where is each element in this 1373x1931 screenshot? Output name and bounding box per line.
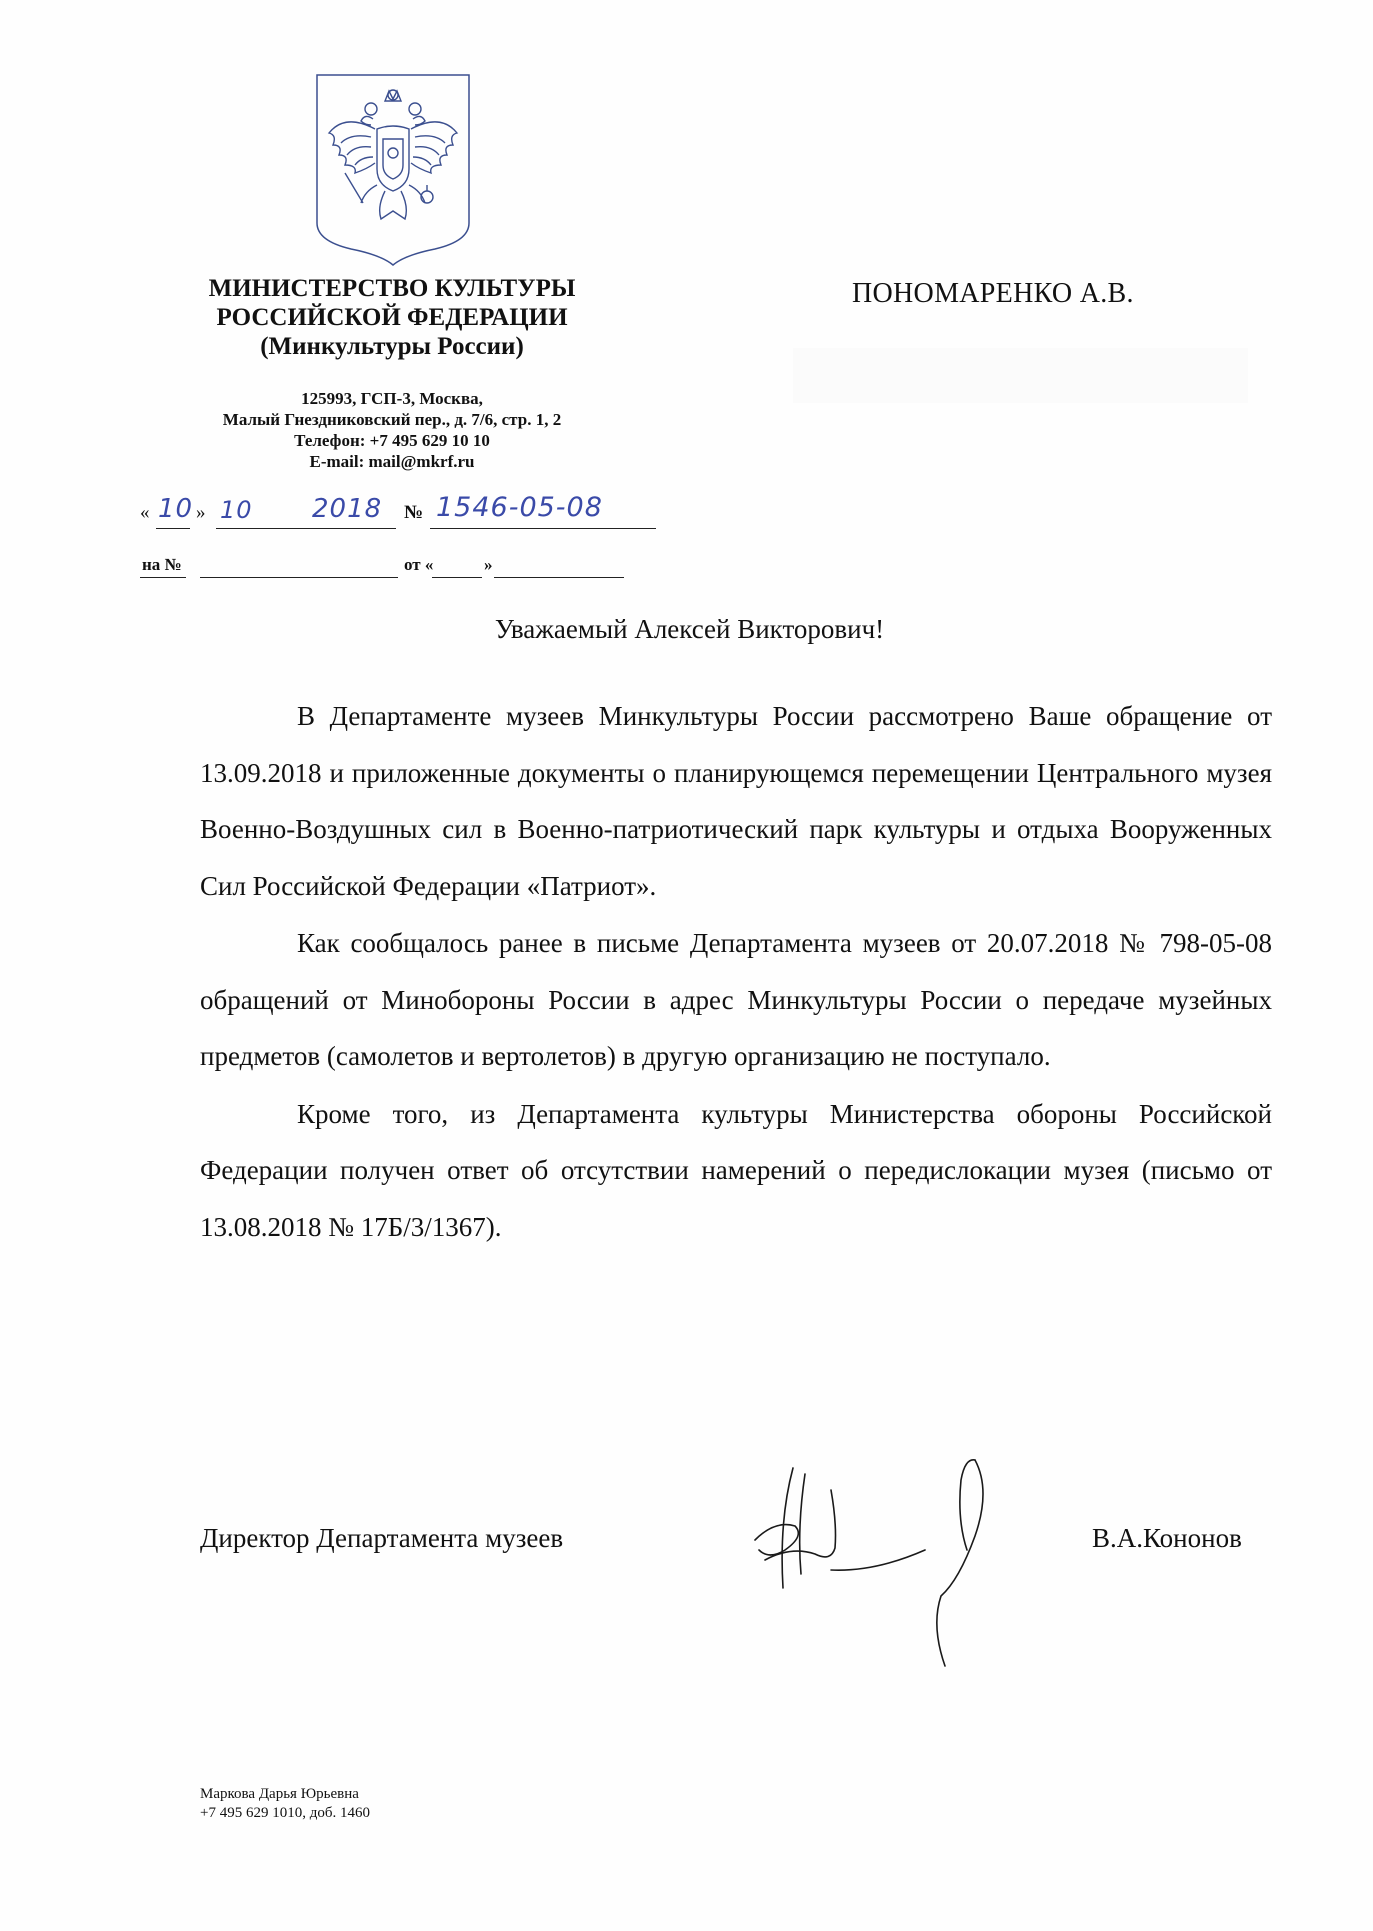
quote-close: »	[196, 502, 206, 523]
performer-name: Маркова Дарья Юрьевна	[200, 1786, 359, 1802]
address-line-1: 125993, ГСП-3, Москва,	[301, 389, 483, 408]
paragraph-1: В Департаменте музеев Минкультуры России рассмотрено Ваше обращение от 13.09.2018 и приложенные документы о планирующемся перемещении Центрального музея Военно-Воздушных сил в Военно-патриотический парк культуры и отдыха Вооруженных Сил Российской Федерации «Патриот».	[200, 701, 1272, 901]
redacted-area	[793, 348, 1248, 403]
ministry-short-name: (Минкультуры России)	[260, 333, 524, 360]
ministry-address-block	[150, 388, 634, 472]
phone-line: Телефон: +7 495 629 10 10	[294, 431, 490, 450]
paragraph-2: Как сообщалось ранее в письме Департамента музеев от 20.07.2018 № 798-05-08 обращений от Минобороны России в адрес Минкультуры России о передаче музейных предметов (самолетов и вертолетов) в другую организацию не поступало.	[200, 928, 1272, 1071]
number-sign: №	[404, 502, 424, 523]
signatory-position: Директор Департамента музеев	[200, 1523, 564, 1553]
signatory-name: В.А.Кононов	[1092, 1523, 1242, 1553]
registration-date-line	[140, 492, 660, 532]
handwritten-year: 2018	[312, 494, 383, 524]
email-line: E-mail: mail@mkrf.ru	[309, 452, 475, 471]
ref-close: »	[484, 555, 493, 574]
ref-label: на №	[142, 555, 182, 574]
coat-of-arms-icon	[315, 73, 471, 267]
ministry-line-2: РОССИЙСКОЙ ФЕДЕРАЦИИ	[216, 304, 568, 331]
ministry-line-1: МИНИСТЕРСТВО КУЛЬТУРЫ	[208, 275, 576, 302]
handwritten-signature	[735, 1450, 995, 1670]
ministry-name-block	[150, 274, 634, 361]
recipient-name: ПОНОМАРЕНКО А.В.	[852, 278, 1134, 309]
letter-body	[200, 688, 1272, 1256]
handwritten-month: 10	[220, 496, 253, 524]
salutation: Уважаемый Алексей Викторович!	[494, 614, 885, 644]
paragraph-3: Кроме того, из Департамента культуры Министерства обороны Российской Федерации получен ответ об отсутствии намерений о передислокации музея (письмо от 13.08.2018 № 17Б/3/1367).	[200, 1098, 1272, 1242]
performer-block	[200, 1785, 370, 1823]
ref-from: от «	[404, 555, 434, 574]
performer-phone: +7 495 629 1010, доб. 1460	[200, 1805, 370, 1821]
handwritten-number: 1546-05-08	[436, 492, 603, 523]
handwritten-day: 10	[158, 494, 194, 524]
address-line-2: Малый Гнездниковский пер., д. 7/6, стр. 1, 2	[222, 410, 562, 429]
reference-line	[140, 555, 660, 585]
quote-open: «	[140, 502, 150, 523]
